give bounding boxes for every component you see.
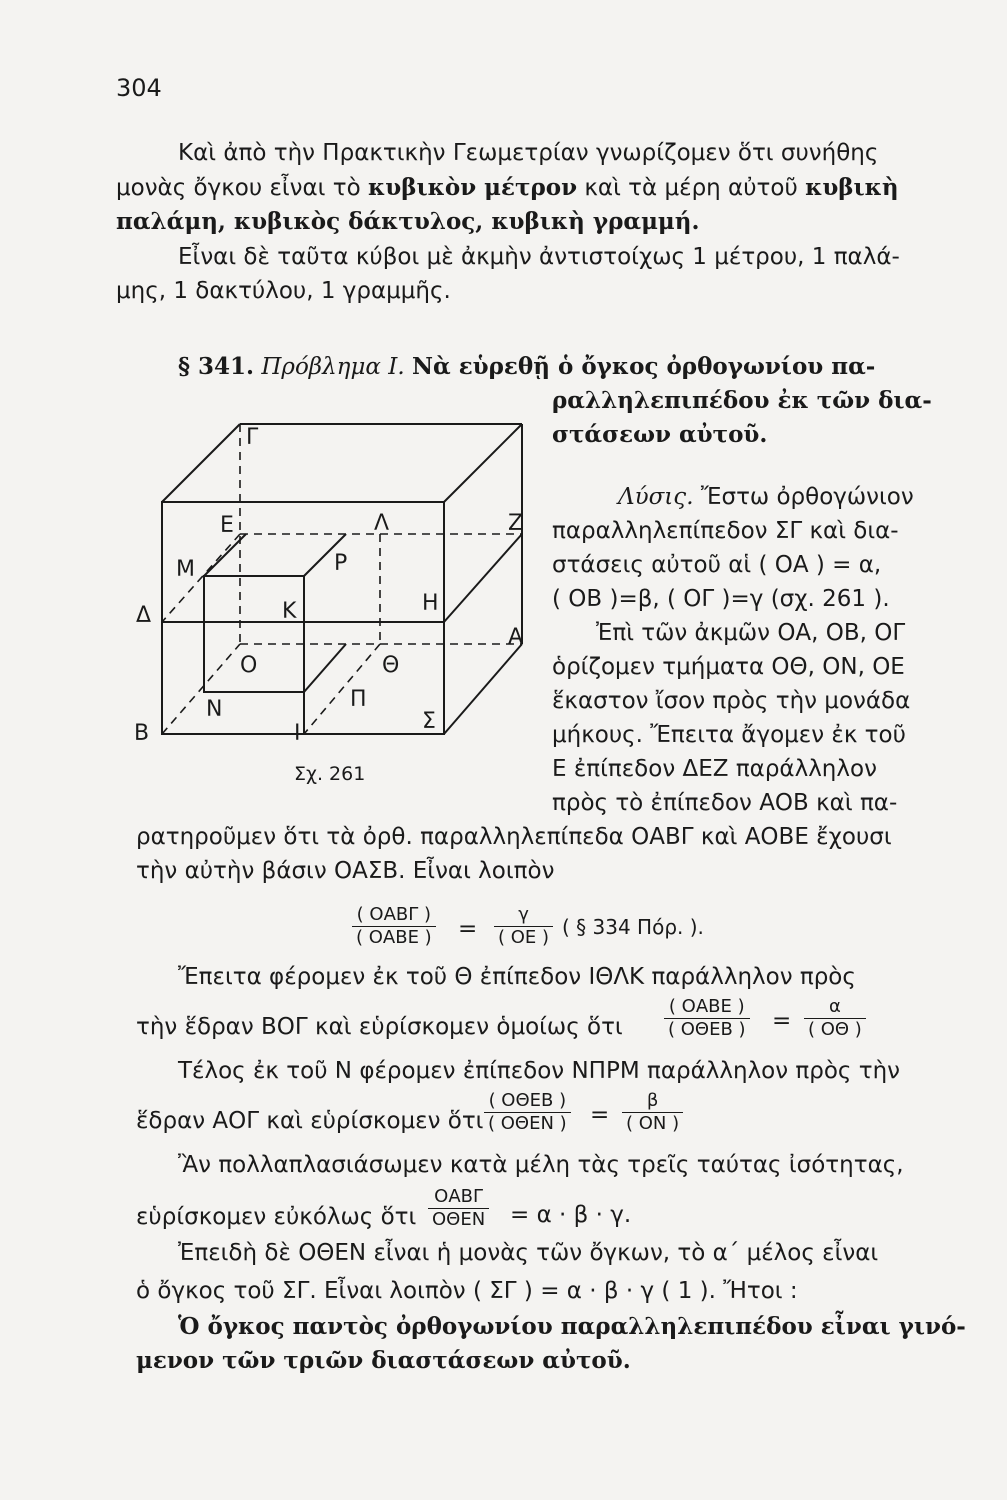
solution-line2: παραλληλεπίπεδον ΣΓ καὶ δια-	[552, 518, 899, 544]
eq2-equals: =	[772, 1008, 792, 1034]
edge-depth-tr	[444, 424, 522, 502]
para1-line1: Καὶ ἀπὸ τὴν Πρακτικὴν Γεωμετρίαν γνωρίζομεν ὅτι συνήθης	[178, 140, 879, 166]
problem-heading: § 341. Πρόβλημα Ι. Νὰ εὑρεθῇ ὁ ὄγκος ὀρθογωνίου πα-	[178, 353, 876, 380]
para2-line2: μης, 1 δακτύλου, 1 γραμμῆς.	[116, 278, 451, 304]
line-g: Ἐπειδὴ δὲ ΟΘΕΝ εἶναι ἡ μονὰς τῶν ὄγκων, τὸ α΄ μέλος εἶναι	[178, 1240, 879, 1266]
line-c: Τέλος ἐκ τοῦ Ν φέρομεν ἐπίπεδον ΝΠΡΜ παράλληλον πρὸς τὴν	[178, 1058, 901, 1084]
label-theta: Θ	[382, 653, 400, 678]
problem-line2: ραλληλεπιπέδου ἐκ τῶν δια-	[552, 387, 932, 414]
hidden-edge-ed	[162, 534, 240, 622]
eq1-frac-left: ( ΟΑΒΓ ) ( ΟΑΒΕ )	[352, 904, 436, 949]
label-lambda: Λ	[374, 511, 390, 536]
label-mu: Μ	[176, 557, 195, 582]
edge-depth-tl	[162, 424, 240, 502]
solution-line4: ( ΟΒ )=β, ( ΟΓ )=γ (σχ. 261 ).	[552, 586, 890, 612]
label-iota: Ι	[294, 721, 301, 746]
label-pi: Π	[350, 687, 367, 712]
solution-line3: στάσεις αὐτοῦ αἱ ( ΟΑ ) = α,	[552, 552, 882, 578]
solution-line12: τὴν αὐτὴν βάσιν ΟΑΣΒ. Εἶναι λοιπὸν	[136, 858, 555, 884]
para1-line2: μονὰς ὄγκου εἶναι τὸ κυβικὸν μέτρον καὶ τὰ μέρη αὐτοῦ κυβικὴ	[116, 174, 899, 201]
eq1-frac-right: $\frac{\gamma}{( OE )}$	[494, 904, 553, 949]
label-omicron: Ο	[240, 653, 258, 678]
solution-line10: πρὸς τὸ ἐπίπεδον ΑΟΒ καὶ πα-	[552, 790, 898, 816]
line-a: Ἔπειτα φέρομεν ἐκ τοῦ Θ ἐπίπεδον ΙΘΛΚ παράλληλον πρὸς	[178, 964, 856, 990]
para1-line3: παλάμη, κυβικὸς δάκτυλος, κυβικὴ γραμμή.	[116, 208, 700, 235]
solution-line1: Λύσις. Ἔστω ὀρθογώνιον	[618, 484, 914, 510]
edge-depth-br	[444, 644, 522, 734]
label-beta: Β	[134, 721, 150, 746]
eq3-frac-right: $\frac{\beta}{( ON )}$	[622, 1090, 683, 1135]
edge-a-z	[444, 534, 522, 622]
label-kappa: Κ	[282, 599, 297, 624]
hidden-edge-thi	[304, 644, 380, 734]
eq2-frac-right: $\frac{\alpha}{( O\Theta )}$	[804, 996, 866, 1041]
solution-line5: Ἐπὶ τῶν ἀκμῶν ΟΑ, ΟΒ, ΟΓ	[596, 620, 906, 646]
para2-line1: Εἶναι δὲ ταῦτα κύβοι μὲ ἀκμὴν ἀντιστοίχως 1 μέτρου, 1 παλά-	[178, 244, 900, 270]
eq3-frac-left: ( ΟΘΕΒ ) ( ΟΘΕΝ )	[484, 1090, 571, 1135]
label-delta: Δ	[136, 603, 152, 628]
eq2-frac-left: ( ΟΑΒΕ ) ( ΟΘΕΒ )	[664, 996, 750, 1041]
page-number: 304	[116, 74, 162, 102]
solution-line11: ρατηροῦμεν ὅτι τὰ ὀρθ. παραλληλεπίπεδα ΟΑΒΓ καὶ ΑΟΒΕ ἔχουσι	[136, 824, 892, 850]
line-b: τὴν ἕδραν ΒΟΓ καὶ εὑρίσκομεν ὁμοίως ὅτι	[136, 1014, 623, 1040]
eq3-equals: =	[590, 1102, 610, 1128]
solution-line6: ὁρίζομεν τμήματα ΟΘ, ΟΝ, ΟΕ	[552, 654, 905, 680]
conclusion-line1: Ὁ ὄγκος παντὸς ὀρθογωνίου παραλληλεπιπέδου εἶναι γινό-	[178, 1313, 966, 1340]
solution-line9: Ε ἐπίπεδον ΔΕΖ παράλληλον	[552, 756, 877, 782]
figure-261	[130, 410, 530, 750]
inner-edge-pth	[304, 644, 346, 692]
line-f: εὑρίσκομεν εὐκόλως ὅτι	[136, 1204, 417, 1230]
solution-line8: μήκους. Ἔπειτα ἄγομεν ἐκ τοῦ	[552, 722, 906, 748]
line-h: ὁ ὄγκος τοῦ ΣΓ. Εἶναι λοιπὸν ( ΣΓ ) = α · β · γ ( 1 ). Ἤτοι :	[136, 1278, 798, 1304]
problem-line3: στάσεων αὐτοῦ.	[552, 421, 768, 448]
eq1-equals: =	[458, 916, 478, 942]
line-e: Ἂν πολλαπλασιάσωμεν κατὰ μέλη τὰς τρεῖς ταύτας ἰσότητας,	[178, 1152, 904, 1178]
eq1-ref: ( § 334 Πόρ. ).	[562, 915, 704, 939]
label-rho: Ρ	[334, 551, 348, 576]
term-cubic-meter: κυβικὸν μέτρον	[368, 174, 578, 201]
label-nu: Ν	[206, 697, 223, 722]
hidden-edge-ob	[162, 644, 240, 734]
label-zeta: Ζ	[508, 511, 524, 536]
label-alpha: Α	[508, 625, 524, 650]
label-sigma: Σ	[422, 709, 436, 734]
label-eta: Η	[422, 591, 439, 616]
label-epsilon: Ε	[220, 513, 234, 538]
figure-caption: Σχ. 261	[294, 763, 366, 785]
label-gamma: Γ	[246, 425, 259, 450]
solution-line7: ἕκαστον ἴσον πρὸς τὴν μονάδα	[552, 688, 911, 714]
conclusion-line2: μενον τῶν τριῶν διαστάσεων αὐτοῦ.	[136, 1347, 631, 1374]
line-d: ἕδραν ΑΟΓ καὶ εὑρίσκομεν ὅτι	[136, 1108, 484, 1134]
eq4-rhs: = α · β · γ.	[510, 1202, 632, 1228]
eq4-frac: ΟΑΒΓ ΟΘΕΝ	[428, 1186, 489, 1231]
